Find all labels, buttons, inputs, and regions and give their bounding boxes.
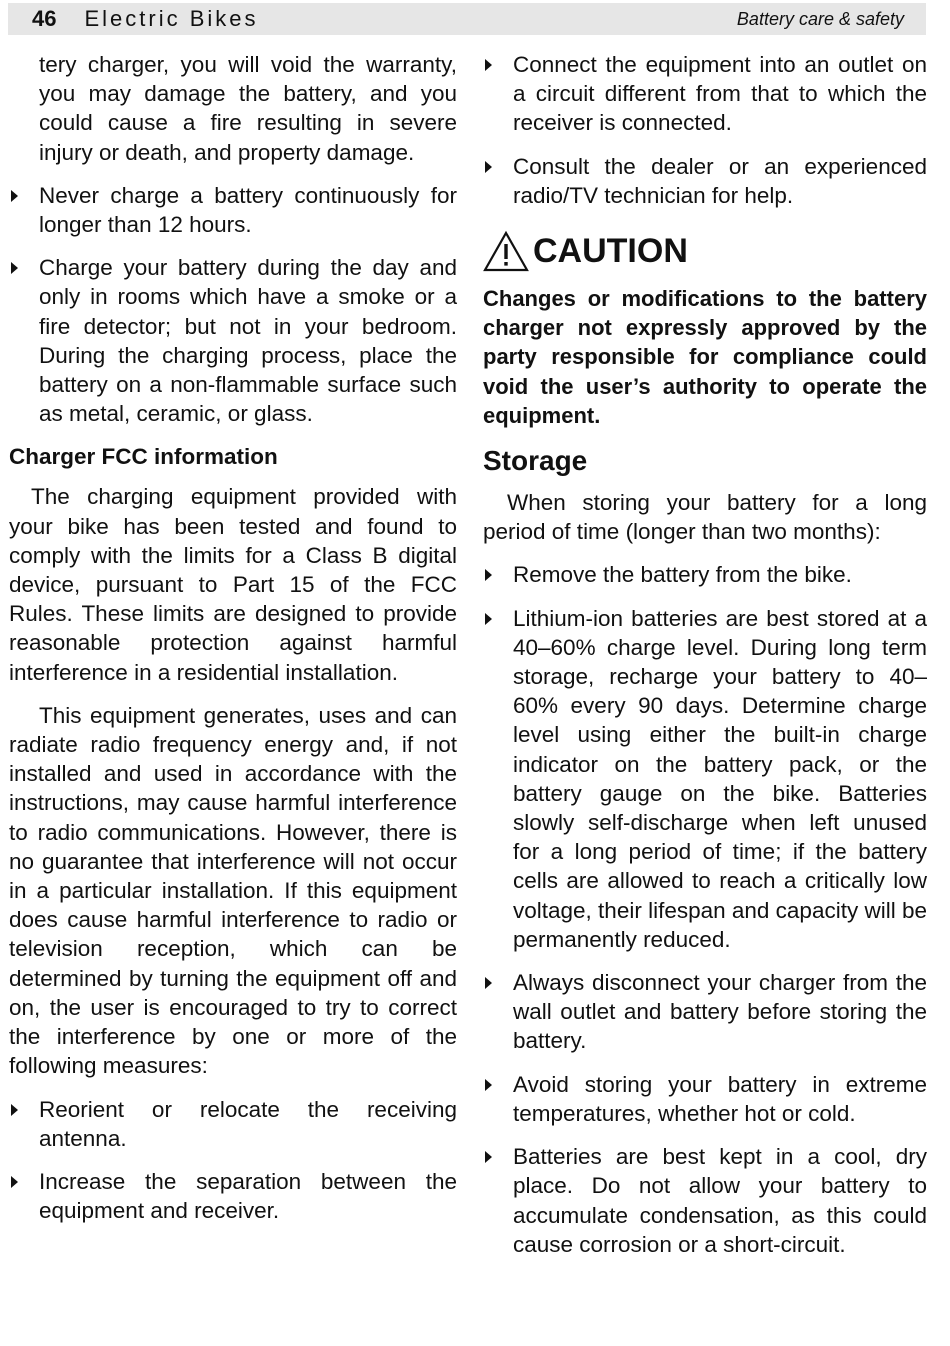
bullet-item: [483, 50, 927, 138]
bullet-text: Remove the battery from the bike.: [513, 562, 852, 588]
bullet-arrow-icon: [485, 161, 492, 173]
bullet-arrow-icon: [485, 569, 492, 581]
fcc-heading: Charger FCC information: [9, 444, 278, 470]
bullet-arrow-icon: [11, 262, 18, 274]
bullet-text: Connect the equipment into an outlet on a circuit different from that to which the receiver is connected.: [513, 52, 927, 136]
left-column: [9, 50, 457, 1239]
section-name: Battery care & safety: [736, 8, 904, 29]
caution-text: Changes or modifications to the battery charger not expressly approved by the party responsible for compliance could void the user’s authority to operate the equipment.: [483, 286, 927, 428]
bullet-item: [9, 181, 457, 239]
bullet-text: Charge your battery during the day and only in rooms which have a smoke or a fire detector; but not in your bedroom. During the charging process, place the battery on a non-flammable surface such as metal, ceramic, or glass.: [39, 255, 457, 427]
continuation-paragraph: tery charger, you will void the warranty, you may damage the battery, and you could cause a fire resulting in severe injury or death, and property damage.: [39, 52, 457, 165]
bullet-arrow-icon: [485, 1151, 492, 1163]
header-left: [32, 6, 259, 32]
page-number: 46: [32, 6, 57, 31]
book-title: Electric Bikes: [84, 6, 259, 31]
bullet-item: [483, 1070, 927, 1128]
caution-heading: [483, 224, 927, 278]
storage-intro: When storing your battery for a long period of time (longer than two months):: [483, 490, 927, 545]
bullet-text: Batteries are best kept in a cool, dry place. Do not allow your battery to accumulate condensation, as this could cause corrosion or a short-circuit.: [513, 1144, 927, 1257]
bullet-arrow-icon: [485, 977, 492, 989]
bullet-arrow-icon: [11, 1104, 18, 1116]
bullet-arrow-icon: [485, 1079, 492, 1091]
caution-title: CAUTION: [533, 231, 688, 270]
bullet-text: Increase the separation between the equipment and receiver.: [39, 1168, 457, 1224]
bullet-text: Consult the dealer or an experienced radio/TV technician for help.: [513, 153, 927, 208]
bullet-text: Always disconnect your charger from the wall outlet and battery before storing the battery.: [513, 970, 927, 1054]
bullet-item: [9, 1095, 457, 1153]
bullet-text: Never charge a battery continuously for longer than 12 hours.: [39, 182, 457, 238]
bullet-text: Avoid storing your battery in extreme temperatures, whether hot or cold.: [513, 1071, 927, 1126]
bullet-arrow-icon: [485, 59, 492, 71]
bullet-item: [483, 968, 927, 1056]
bullet-item: [9, 253, 457, 428]
bullet-text: Lithium-ion batteries are best stored at a 40–60% charge level. During long term storage, recharge your battery to 40–60% every 90 days. Determine charge level using either the built-in charge indicator on the battery pack, or the battery gauge on the bike. Batteries slowly self-discharge when left unused for a long period of time; if the battery cells are allowed to reach a critically low voltage, their lifespan and capacity will be permanently reduced.: [513, 605, 927, 952]
bullet-text: Reorient or relocate the receiving antenna.: [39, 1096, 457, 1151]
bullet-arrow-icon: [485, 613, 492, 625]
right-column: [483, 50, 927, 1273]
warning-triangle-icon: [483, 230, 529, 272]
bullet-item: [483, 1142, 927, 1259]
bullet-item: [483, 560, 927, 589]
fcc-paragraph-2: This equipment generates, uses and can radiate radio frequency energy and, if not installed and used in accordance with the instructions, may cause harmful interference to radio communications. However, there is no guarantee that interference will not occur in a particular installation. If this equipment does cause harmful interference to radio or television reception, which can be determined by turning the equipment off and on, the user is encouraged to try to correct the interference by one or more of the following measures:: [9, 702, 457, 1079]
bullet-arrow-icon: [11, 1176, 18, 1188]
storage-heading: Storage: [483, 445, 588, 477]
bullet-item: [483, 152, 927, 210]
bullet-item: [9, 1167, 457, 1225]
fcc-paragraph-1: The charging equipment provided with your bike has been tested and found to comply with the limits for a Class B digital device, pursuant to Part 15 of the FCC Rules. These limits are designed to provide reasonable protection against harmful interference in a residential installation.: [9, 484, 457, 685]
bullet-item: [483, 604, 927, 954]
bullet-arrow-icon: [11, 190, 18, 202]
page-header: [8, 3, 926, 35]
